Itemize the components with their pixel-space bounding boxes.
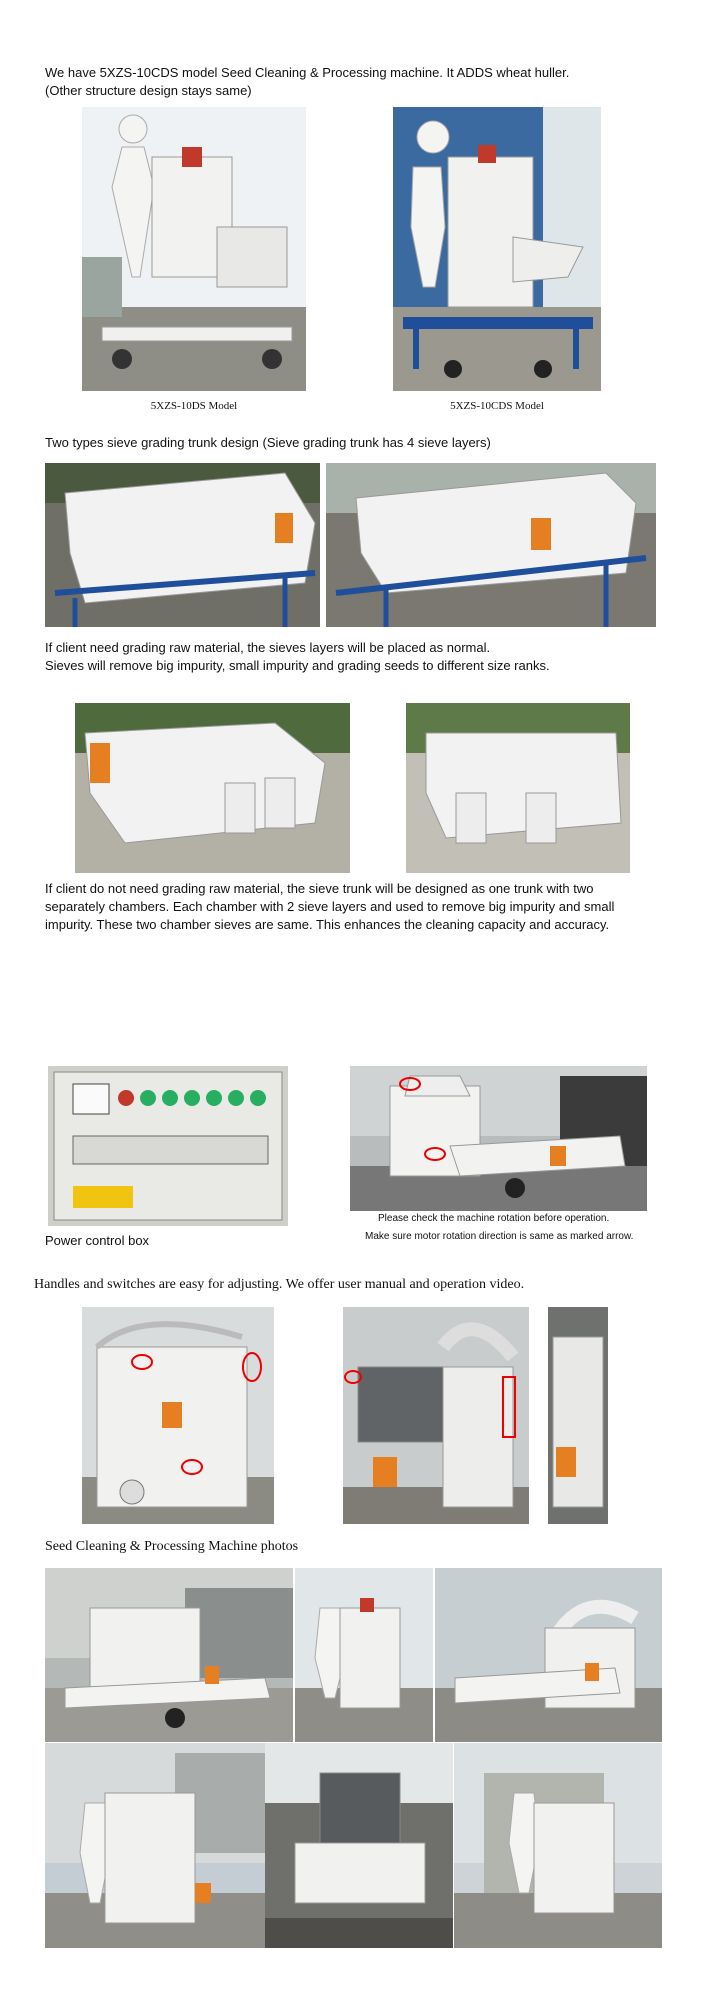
grading-line-1: If client need grading raw material, the sieves layers will be placed as normal. bbox=[45, 640, 491, 655]
caption-5xzs-10cds: 5XZS-10CDS Model bbox=[450, 400, 544, 412]
trunk-line-3: impurity. These two chamber sieves are same. This enhances the cleaning capacity and accuracy. bbox=[45, 917, 610, 932]
rotation-note-1: Please check the machine rotation before operation. bbox=[378, 1213, 610, 1224]
handles-text: Handles and switches are easy for adjusting. We offer user manual and operation video. bbox=[34, 1277, 525, 1292]
handles-photo-1 bbox=[82, 1307, 274, 1524]
handles-photo-3 bbox=[548, 1307, 608, 1524]
gallery-photo-2 bbox=[295, 1568, 433, 1742]
trunk-line-1: If client do not need grading raw material, the sieve trunk will be designed as one trunk with two bbox=[45, 881, 594, 896]
power-control-box-photo bbox=[48, 1066, 288, 1226]
sieve-trunk-photo-right bbox=[326, 463, 656, 627]
trunk-two-chamber-photo-left bbox=[75, 703, 350, 873]
intro-line-2: (Other structure design stays same) bbox=[45, 83, 252, 98]
handles-photo-2 bbox=[343, 1307, 529, 1524]
trunk-line-2: separately chambers. Each chamber with 2 sieve layers and used to remove big impurity and small bbox=[45, 899, 615, 914]
photos-heading: Seed Cleaning & Processing Machine photos bbox=[45, 1539, 299, 1554]
machine-photo-5xzs-10cds bbox=[393, 107, 601, 391]
caption-5xzs-10ds: 5XZS-10DS Model bbox=[150, 400, 238, 412]
grading-line-2: Sieves will remove big impurity, small impurity and grading seeds to different size ranks. bbox=[45, 658, 550, 673]
sieve-trunk-photo-left bbox=[45, 463, 320, 627]
intro-line-1: We have 5XZS-10CDS model Seed Cleaning & Processing machine. It ADDS wheat huller. bbox=[45, 65, 570, 80]
gallery-photo-4 bbox=[45, 1743, 265, 1948]
gallery-photo-1 bbox=[45, 1568, 293, 1742]
gallery-photo-5 bbox=[265, 1743, 453, 1948]
rotation-note-2: Make sure motor rotation direction is same as marked arrow. bbox=[365, 1231, 634, 1242]
machine-photo-5xzs-10ds bbox=[82, 107, 306, 391]
trunk-two-chamber-photo-right bbox=[406, 703, 630, 873]
rotation-check-photo bbox=[350, 1066, 647, 1211]
gallery-photo-3 bbox=[435, 1568, 662, 1742]
gallery-photo-6 bbox=[454, 1743, 662, 1948]
sieve-heading: Two types sieve grading trunk design (Sieve grading trunk has 4 sieve layers) bbox=[45, 435, 491, 450]
power-control-box-caption: Power control box bbox=[45, 1233, 150, 1248]
